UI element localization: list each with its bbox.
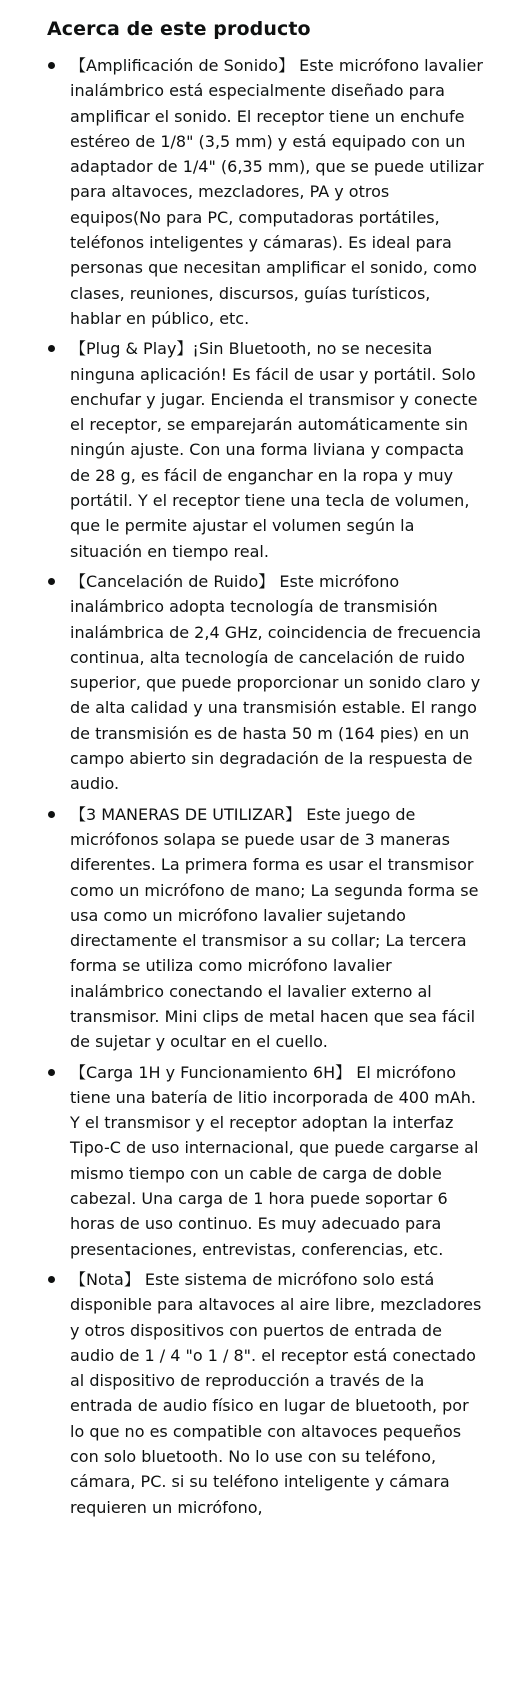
bullet-dot-icon — [48, 811, 55, 818]
section-title: Acerca de este producto — [47, 18, 311, 40]
feature-bullet-text: 【3 MANERAS DE UTILIZAR】 Este juego de micrófonos solapa se puede usar de 3 maneras diferentes. La primera forma es usar el transmisor como un micrófono de mano; La segunda forma se usa como un micrófono lavalier sujetando directamente el transmisor a su collar; La tercera forma se utiliza como micrófono lavalier inalámbrico conectando el lavalier externo al transmisor. Mini clips de metal hacen que sea fácil de sujetar y ocultar en el cuello. — [70, 804, 479, 1052]
feature-bullet-text: 【Nota】 Este sistema de micrófono solo está disponible para altavoces al aire libre, mezcladores y otros dispositivos con puertos de entrada de audio de 1 / 4 "o 1 / 8". el receptor está conectado al dispositivo de reproducción a través de la entrada de audio físico en lugar de bluetooth, por lo que no es compatible con altavoces pequeños con solo bluetooth. No lo use con su teléfono, cámara, PC. si su teléfono inteligente y cámara requieren un micrófono, — [70, 1269, 482, 1517]
feature-bullet-list — [0, 53, 520, 1525]
feature-bullet-text: 【Plug & Play】¡Sin Bluetooth, no se necesita ninguna aplicación! Es fácil de usar y portátil. Solo enchufar y jugar. Encienda el transmisor y conecte el receptor, se emparejarán automáticamente sin ningún ajuste. Con una forma liviana y compacta de 28 g, es fácil de enganchar en la ropa y muy portátil. Y el receptor tiene una tecla de volumen, que le permite ajustar el volumen según la situación en tiempo real. — [70, 339, 478, 561]
feature-bullet — [0, 569, 520, 797]
feature-bullet — [0, 1267, 520, 1520]
feature-bullet-text: 【Cancelación de Ruido】 Este micrófono inalámbrico adopta tecnología de transmisión inalámbrica de 2,4 GHz, coincidencia de frecuencia continua, alta tecnología de cancelación de ruido superior, que puede proporcionar un sonido claro y de alta calidad y una transmisión estable. El rango de transmisión es de hasta 50 m (164 pies) en un campo abierto sin degradación de la respuesta de audio. — [70, 571, 482, 794]
feature-bullet-text: 【Carga 1H y Funcionamiento 6H】 El micrófono tiene una batería de litio incorporada de 400 mAh. Y el transmisor y el receptor adoptan la interfaz Tipo-C de uso internacional, que puede cargarse al mismo tiempo con un cable de carga de doble cabezal. Una carga de 1 hora puede soportar 6 horas de uso continuo. Es muy adecuado para presentaciones, entrevistas, conferencias, etc. — [70, 1062, 479, 1259]
bullet-dot-icon — [48, 62, 55, 69]
bullet-dot-icon — [48, 1276, 55, 1283]
feature-bullet — [0, 336, 520, 564]
feature-bullet — [0, 802, 520, 1055]
feature-bullet — [0, 1060, 520, 1262]
feature-bullet-text: 【Amplificación de Sonido】 Este micrófono lavalier inalámbrico está especialmente diseñado para amplificar el sonido. El receptor tiene un enchufe estéreo de 1/8" (3,5 mm) y está equipado con un adaptador de 1/4" (6,35 mm), que se puede utilizar para altavoces, mezcladores, PA y otros equipos(No para PC, computadoras portátiles, teléfonos inteligentes y cámaras). Es ideal para personas que necesitan amplificar el sonido, como clases, reuniones, discursos, guías turísticos, hablar en público, etc. — [70, 56, 484, 328]
feature-bullet — [0, 53, 520, 331]
bullet-dot-icon — [48, 345, 55, 352]
bullet-dot-icon — [48, 578, 55, 585]
bullet-dot-icon — [48, 1069, 55, 1076]
